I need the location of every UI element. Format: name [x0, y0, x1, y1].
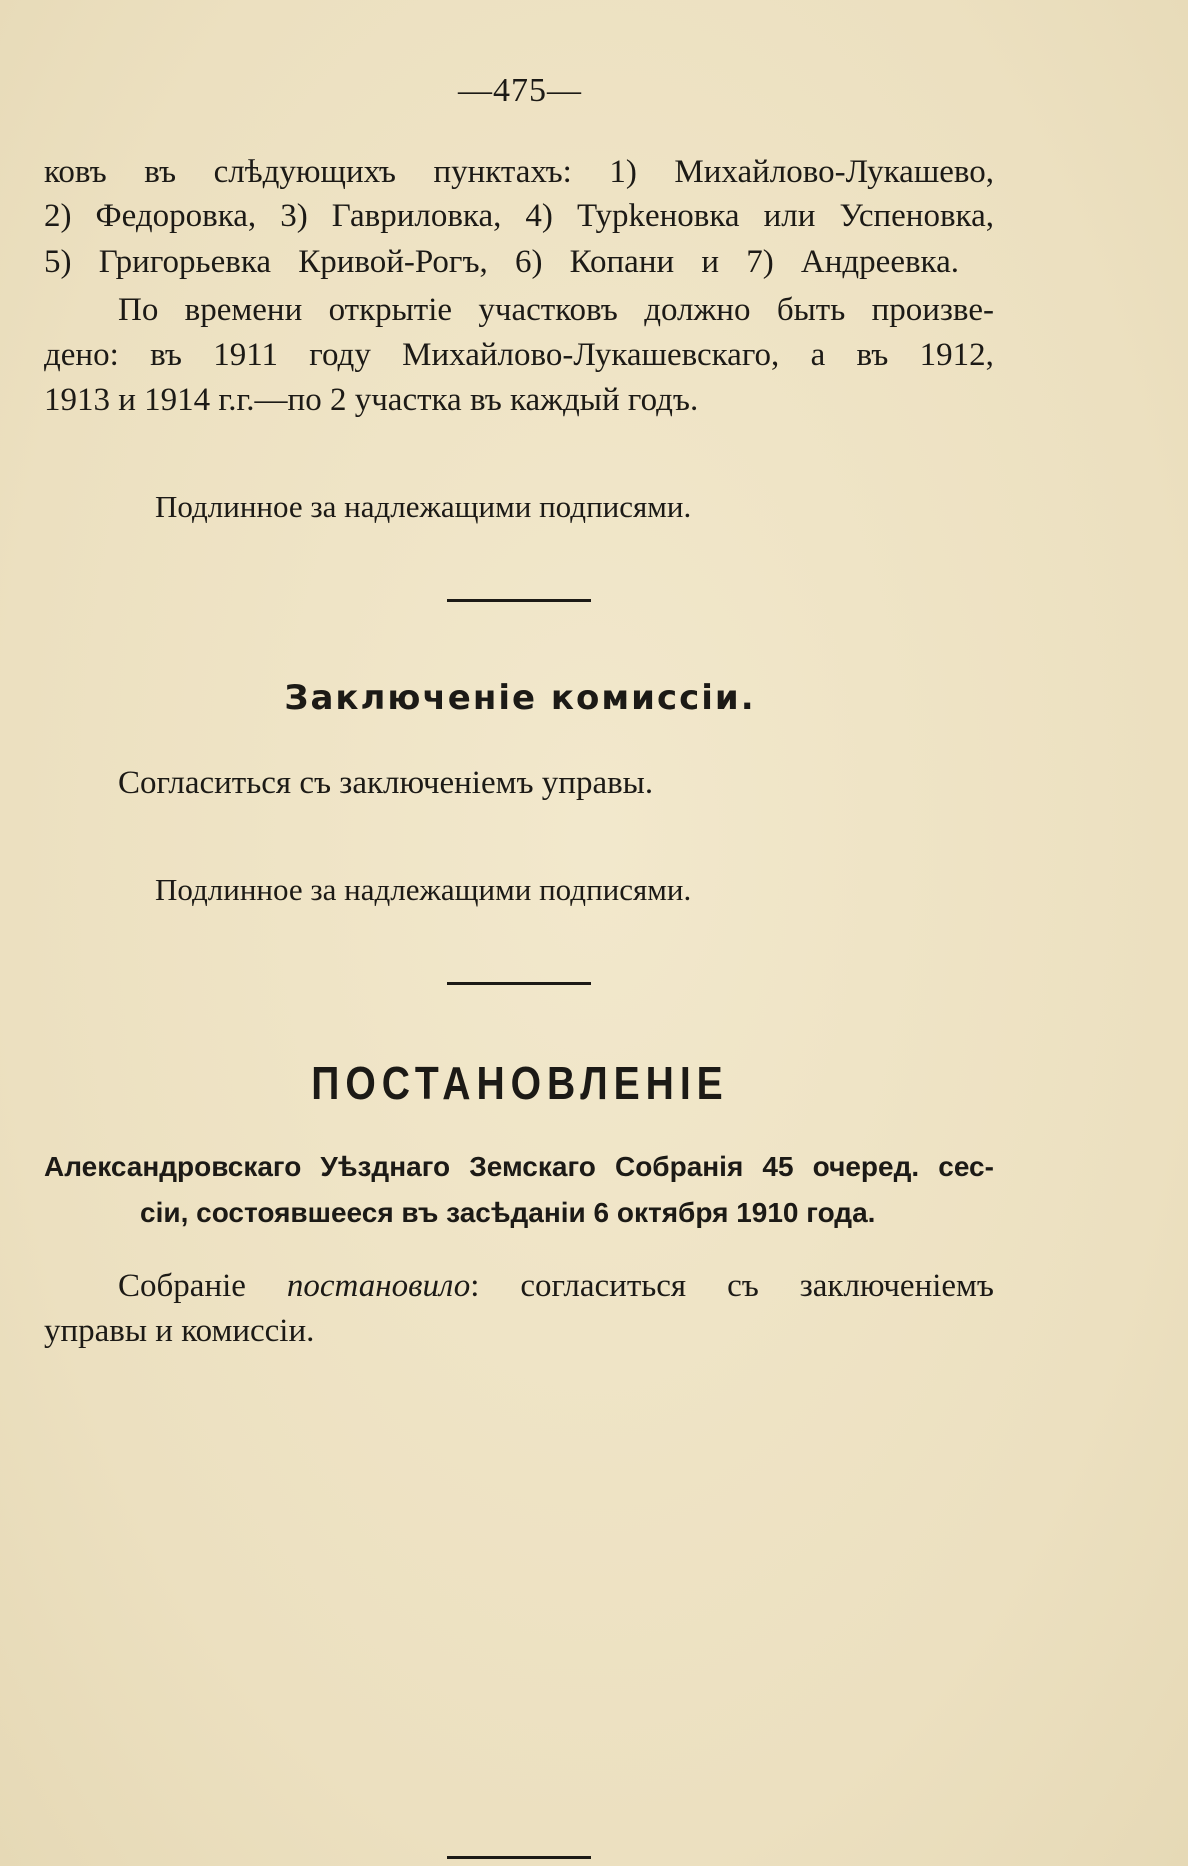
resolution-subtitle-line1 [44, 1144, 994, 1190]
word: Михайлово-Лукашевскаго, [402, 337, 780, 373]
resolution-text-colon: : [470, 1268, 480, 1304]
word: 6) [514, 244, 543, 280]
word: сес- [938, 1151, 994, 1182]
word: Григорьевка [98, 244, 272, 280]
commission-text: Согласиться съ заключеніемъ управы. [118, 765, 654, 801]
word: Кривой-Рогъ, [298, 244, 488, 280]
word: По [118, 292, 159, 328]
word: открытіе [328, 292, 453, 328]
word: участковъ [478, 292, 618, 328]
signature-line-2: Подлинное за надлежащими подписями. [155, 872, 692, 907]
word: а [810, 337, 826, 373]
page-number: —475— [458, 72, 582, 109]
word: Федоровка, [95, 198, 257, 234]
word: въ [856, 337, 889, 373]
word: Турkеновка [576, 198, 740, 234]
word: Земскаго [469, 1151, 596, 1182]
word: 7) [746, 244, 774, 280]
paragraph2-line1 [118, 290, 994, 330]
word: въ [144, 154, 177, 190]
word: ковъ [44, 154, 107, 190]
word: 45 [762, 1151, 794, 1182]
word: пунктахъ: [433, 154, 572, 190]
resolution-text-line2: управы и комиссіи. [44, 1313, 315, 1349]
word: времени [184, 292, 303, 328]
paragraph1-line2 [44, 196, 994, 236]
word: 4) [525, 198, 553, 234]
divider-rule-2 [447, 982, 591, 985]
resolution-text-word: заключеніемъ [799, 1268, 994, 1304]
word: Собранія [614, 1151, 744, 1182]
resolution-text-prefix: Собраніе [118, 1268, 246, 1304]
word: Александровскаго [44, 1151, 302, 1182]
word: очеред. [812, 1151, 920, 1182]
word: 3) [280, 198, 308, 234]
word: 1) [609, 154, 637, 190]
word: Гавриловка, [331, 198, 502, 234]
word: слѣдующихъ [213, 154, 396, 190]
word: 1912, [919, 337, 994, 373]
commission-heading: Заключеніе комиссіи. [284, 678, 756, 718]
word: дено: [44, 337, 119, 373]
divider-rule-3 [447, 1856, 591, 1859]
paragraph1-line1 [44, 152, 994, 192]
word: Михайлово-Лукашево, [674, 154, 994, 190]
word: году [309, 337, 371, 373]
word: или [763, 198, 816, 234]
word: произве- [871, 292, 994, 328]
resolution-heading: ПОСТАНОВЛЕНІЕ [311, 1057, 729, 1109]
word: и [701, 244, 720, 280]
paragraph2-line3: 1913 и 1914 г.г.—по 2 участка въ каждый годъ. [44, 382, 699, 418]
resolution-text-line1 [118, 1266, 994, 1306]
paragraph2-line2 [44, 335, 994, 375]
word: 1911 [213, 337, 278, 373]
word: 2) [44, 198, 72, 234]
word: 5) [44, 244, 72, 280]
word: Уѣзднаго [320, 1151, 451, 1182]
word: Успеновка, [839, 198, 994, 234]
word: должно [644, 292, 751, 328]
resolution-text-emphasis: постановило [286, 1268, 471, 1304]
word: Копани [569, 244, 675, 280]
divider-rule-1 [447, 599, 591, 602]
resolution-text-word: согласиться [520, 1268, 687, 1304]
paragraph1-line3 [44, 242, 959, 282]
resolution-text-emphasis-wrap [287, 1266, 480, 1306]
word: Андреевка. [800, 244, 959, 280]
signature-line-1: Подлинное за надлежащими подписями. [155, 489, 692, 524]
resolution-text-word: съ [727, 1268, 759, 1304]
word: быть [776, 292, 846, 328]
resolution-subtitle-line2: сіи, состоявшееся въ засѣданіи 6 октября 1910 года. [140, 1197, 876, 1228]
word: въ [150, 337, 182, 373]
